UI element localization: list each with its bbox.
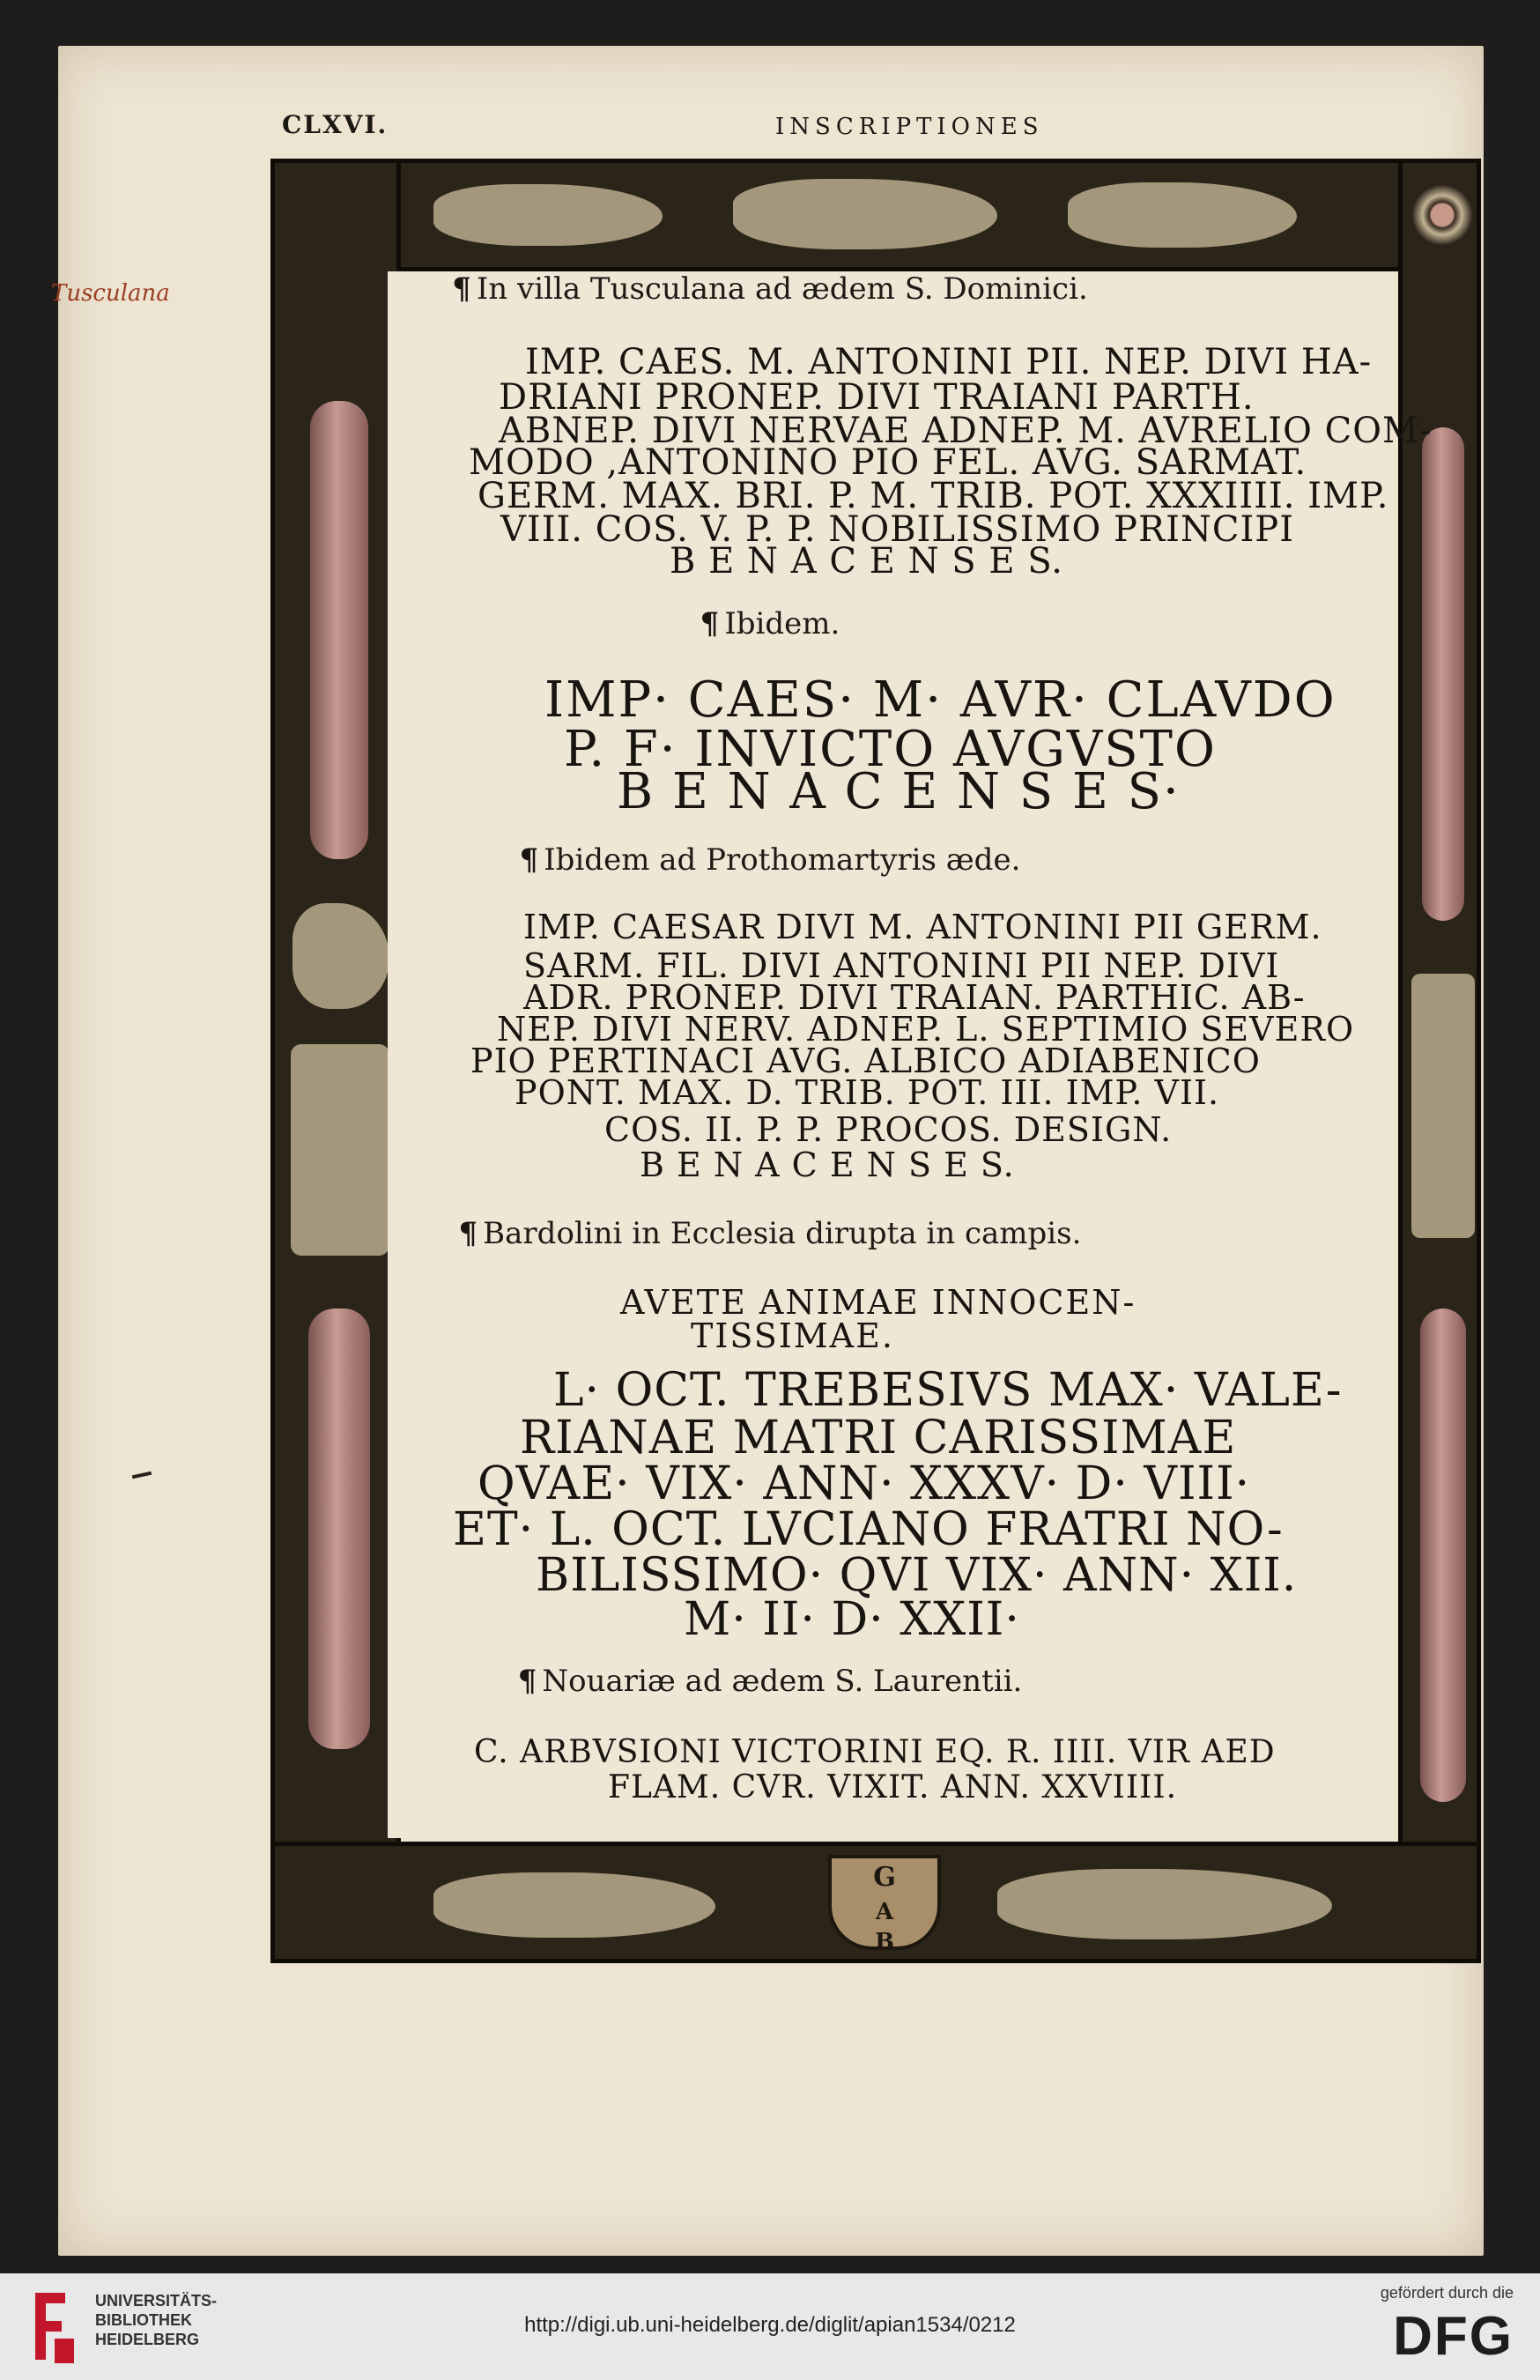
inscription-line: B E N A C E N S E S· [617,763,1181,820]
inscription-line: FLAM. CVR. VIXIT. ANN. XXVIIII. [608,1769,1178,1805]
folio-number: CLXVI. [282,110,389,139]
inscription-line: BILISSIMO· QVI VIX· ANN· XII. [536,1549,1298,1602]
section-heading: ¶ Ibidem ad Prothomartyris æde. [519,842,1021,878]
pilcrow-icon: ¶ [519,842,539,878]
inscription-line: B E N A C E N S E S. [640,1146,1015,1184]
funding-label: gefördert durch die [1380,2284,1514,2302]
running-head [0,110,1540,145]
inscription-line: QVAE· VIX· ANN· XXXV· D· VIII· [478,1457,1251,1510]
pilcrow-icon: ¶ [452,271,471,307]
inscription-line: GERM. MAX. BRI. P. M. TRIB. POT. XXXIIII. IMP. [478,476,1389,516]
viewer-footer [0,2273,1540,2380]
inscription-line: IMP. CAES. M. ANTONINI PII. NEP. DIVI HA- [525,342,1373,382]
border-top [270,159,1481,271]
section-heading: ¶ In villa Tusculana ad ædem S. Dominici. [452,271,1088,307]
inscription-line: NEP. DIVI NERV. ADNEP. L. SEPTIMIO SEVERO [497,1010,1355,1049]
printer-monogram-shield: G A B [828,1855,941,1950]
inscription-line: IMP· CAES· M· AVR· CLAVDO [544,671,1336,729]
inscription-line: AVETE ANIMAE INNOCEN- [620,1283,1136,1322]
pilcrow-icon: ¶ [517,1664,537,1699]
dfg-logo: DFG [1393,2306,1514,2367]
inscription-line: PIO PERTINACI AVG. ALBICO ADIABENICO [470,1042,1261,1080]
inscription-line: IMP. CAESAR DIVI M. ANTONINI PII GERM. [523,908,1322,946]
library-name: UNIVERSITÄTS- BIBLIOTHEK HEIDELBERG [95,2292,218,2348]
inscription-line: SARM. FIL. DIVI ANTONINI PII NEP. DIVI [523,946,1280,985]
inscription-line: B E N A C E N S E S. [670,541,1064,582]
section-heading: ¶ Nouariæ ad ædem S. Laurentii. [517,1664,1023,1699]
inscription-line: L· OCT. TREBESIVS MAX· VALE- [553,1364,1343,1417]
inscription-line: ABNEP. DIVI NERVAE ADNEP. M. AVRELIO COM- [499,411,1433,451]
margin-annotation: Tusculana [51,280,170,307]
inscription-line: M· II· D· XXII· [684,1593,1020,1646]
inscription-line: DRIANI PRONEP. DIVI TRAIANI PARTH. [499,377,1255,418]
inscription-line: P. F· INVICTO AVGVSTO [564,721,1217,778]
inscription-line: COS. II. P. P. PROCOS. DESIGN. [604,1110,1173,1149]
permalink[interactable]: http://digi.ub.uni-heidelberg.de/diglit/apian1534/0212 [524,2313,1016,2337]
inscription-line: ET· L. OCT. LVCIANO FRATRI NO- [453,1503,1284,1556]
inscription-line: TISSIMAE. [691,1316,894,1355]
inscription-line: MODO ,ANTONINO PIO FEL. AVG. SARMAT. [469,442,1307,483]
running-title: INSCRIPTIONES [775,114,1044,140]
inscription-line: RIANAE MATRI CARISSIMAE [520,1412,1237,1464]
section-heading: ¶ Ibidem. [700,606,840,641]
pilcrow-icon: ¶ [700,606,720,641]
inscription-line: VIII. COS. V. P. P. NOBILISSIMO PRINCIPI [500,509,1294,550]
section-heading: ¶ Bardolini in Ecclesia dirupta in campis. [458,1216,1082,1251]
pilcrow-icon: ¶ [458,1216,478,1251]
rosette-icon [1411,184,1473,246]
inscription-line: ADR. PRONEP. DIVI TRAIAN. PARTHIC. AB- [523,978,1306,1017]
inscription-line: C. ARBVSIONI VICTORINI EQ. R. IIII. VIR AED [474,1734,1276,1770]
inscription-line: PONT. MAX. D. TRIB. POT. III. IMP. VII. [515,1073,1220,1112]
